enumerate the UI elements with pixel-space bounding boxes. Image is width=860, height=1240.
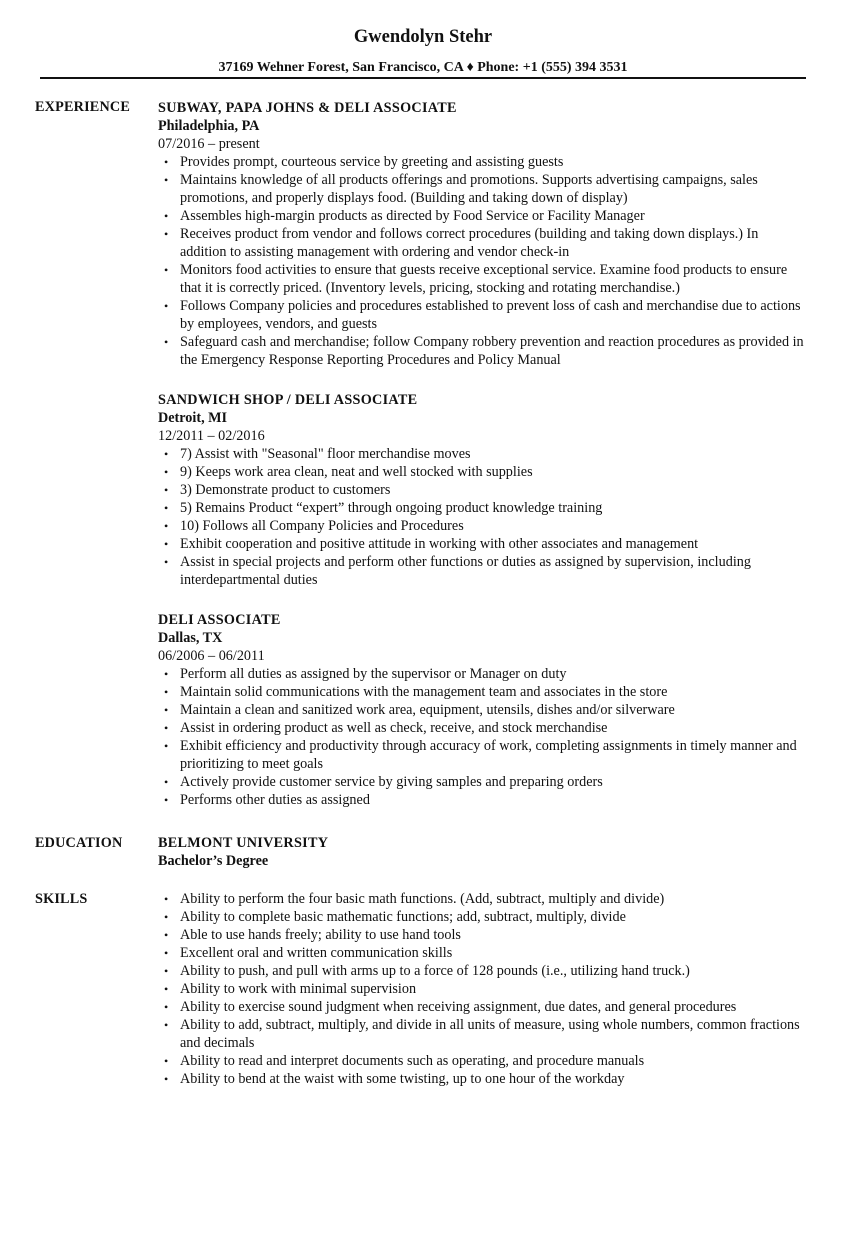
job-duty-item: • Maintain a clean and sanitized work area, equipment, utensils, dishes and/or silverware xyxy=(158,701,808,719)
contact-line: 37169 Wehner Forest, San Francisco, CA ♦ Phone: +1 (555) 394 3531 xyxy=(218,60,628,75)
job-duty-item: • Maintain solid communications with the management team and associates in the store xyxy=(158,683,808,701)
job-duty-item: • Performs other duties as assigned xyxy=(158,791,808,809)
job-title: SANDWICH SHOP / DELI ASSOCIATE xyxy=(158,392,418,408)
job-duty-item: • Actively provide customer service by giving samples and preparing orders xyxy=(158,773,808,791)
job-duty-item: • 10) Follows all Company Policies and Procedures xyxy=(158,517,808,535)
skill-item: • Ability to add, subtract, multiply, and divide in all units of measure, using whole numbers, common fractions and decimals xyxy=(158,1016,808,1052)
skill-item: • Ability to read and interpret documents such as operating, and procedure manuals xyxy=(158,1052,808,1070)
skills-list xyxy=(158,890,808,1088)
job-duty-item: • Exhibit cooperation and positive attitude in working with other associates and management xyxy=(158,535,808,553)
skill-item: • Ability to exercise sound judgment when receiving assignment, due dates, and general procedures xyxy=(158,998,808,1016)
job-duty-item: • 9) Keeps work area clean, neat and well stocked with supplies xyxy=(158,463,808,481)
job-entry xyxy=(158,611,808,809)
skill-item: • Ability to perform the four basic math functions. (Add, subtract, multiply and divide) xyxy=(158,890,808,908)
job-duty-item: • Perform all duties as assigned by the supervisor or Manager on duty xyxy=(158,665,808,683)
job-duty-item: • Follows Company policies and procedures established to prevent loss of cash and merchandise due to actions by employees, vendors, and guests xyxy=(158,297,808,333)
job-duty-item: • Assist in special projects and perform other functions or duties as assigned by supervision, including interdepartmental duties xyxy=(158,553,808,589)
job-duty-item: • 7) Assist with "Seasonal" floor merchandise moves xyxy=(158,445,808,463)
job-duty-item: • Provides prompt, courteous service by greeting and assisting guests xyxy=(158,153,808,171)
skill-item: • Able to use hands freely; ability to use hand tools xyxy=(158,926,808,944)
job-duty-item: • Receives product from vendor and follows correct procedures (building and taking down displays.) In addition to assisting management with ordering and vendor check-in xyxy=(158,225,808,261)
header-divider xyxy=(40,77,806,79)
job-duty-item: • 3) Demonstrate product to customers xyxy=(158,481,808,499)
job-entry xyxy=(158,391,808,589)
candidate-name: Gwendolyn Stehr xyxy=(353,27,493,47)
job-duty-item: • 5) Remains Product “expert” through ongoing product knowledge training xyxy=(158,499,808,517)
school-name: BELMONT UNIVERSITY xyxy=(158,835,329,851)
job-location: Philadelphia, PA xyxy=(158,118,260,134)
job-title: SUBWAY, PAPA JOHNS & DELI ASSOCIATE xyxy=(158,100,457,116)
job-dates: 07/2016 – present xyxy=(158,136,260,152)
job-dates: 12/2011 – 02/2016 xyxy=(158,428,265,444)
job-duties-list xyxy=(158,665,808,809)
job-duty-item: • Assist in ordering product as well as check, receive, and stock merchandise xyxy=(158,719,808,737)
job-location: Dallas, TX xyxy=(158,630,223,646)
skill-item: • Ability to push, and pull with arms up to a force of 128 pounds (i.e., utilizing hand truck.) xyxy=(158,962,808,980)
job-duties-list xyxy=(158,153,808,369)
education-entry xyxy=(158,834,808,870)
education-section-label: EDUCATION xyxy=(35,835,123,851)
job-entry xyxy=(158,99,808,369)
skill-item: • Ability to complete basic mathematic functions; add, subtract, multiply, divide xyxy=(158,908,808,926)
job-title: DELI ASSOCIATE xyxy=(158,612,281,628)
skills-section-label: SKILLS xyxy=(35,891,88,907)
job-duties-list xyxy=(158,445,808,589)
job-duty-item: • Maintains knowledge of all products offerings and promotions. Supports advertising campaigns, sales promotions, and properly displays food. (Building and taking down of display) xyxy=(158,171,808,207)
job-location: Detroit, MI xyxy=(158,410,228,426)
job-duty-item: • Monitors food activities to ensure that guests receive exceptional service. Examine food products to ensure that it is correctly priced. (Inventory levels, pricing, stocking and rotating merchandise.) xyxy=(158,261,808,297)
skill-item: • Ability to work with minimal supervision xyxy=(158,980,808,998)
job-duty-item: • Exhibit efficiency and productivity through accuracy of work, completing assignments in timely manner and prioritizing to meet goals xyxy=(158,737,808,773)
job-duty-item: • Assembles high-margin products as directed by Food Service or Facility Manager xyxy=(158,207,808,225)
job-dates: 06/2006 – 06/2011 xyxy=(158,648,265,664)
skill-item: • Ability to bend at the waist with some twisting, up to one hour of the workday xyxy=(158,1070,808,1088)
skill-item: • Excellent oral and written communication skills xyxy=(158,944,808,962)
job-duty-item: • Safeguard cash and merchandise; follow Company robbery prevention and reaction procedures as provided in the Emergency Response Reporting Procedures and Policy Manual xyxy=(158,333,808,369)
skills-entry xyxy=(158,890,808,1088)
degree: Bachelor’s Degree xyxy=(158,853,269,869)
experience-section-label: EXPERIENCE xyxy=(35,99,131,115)
